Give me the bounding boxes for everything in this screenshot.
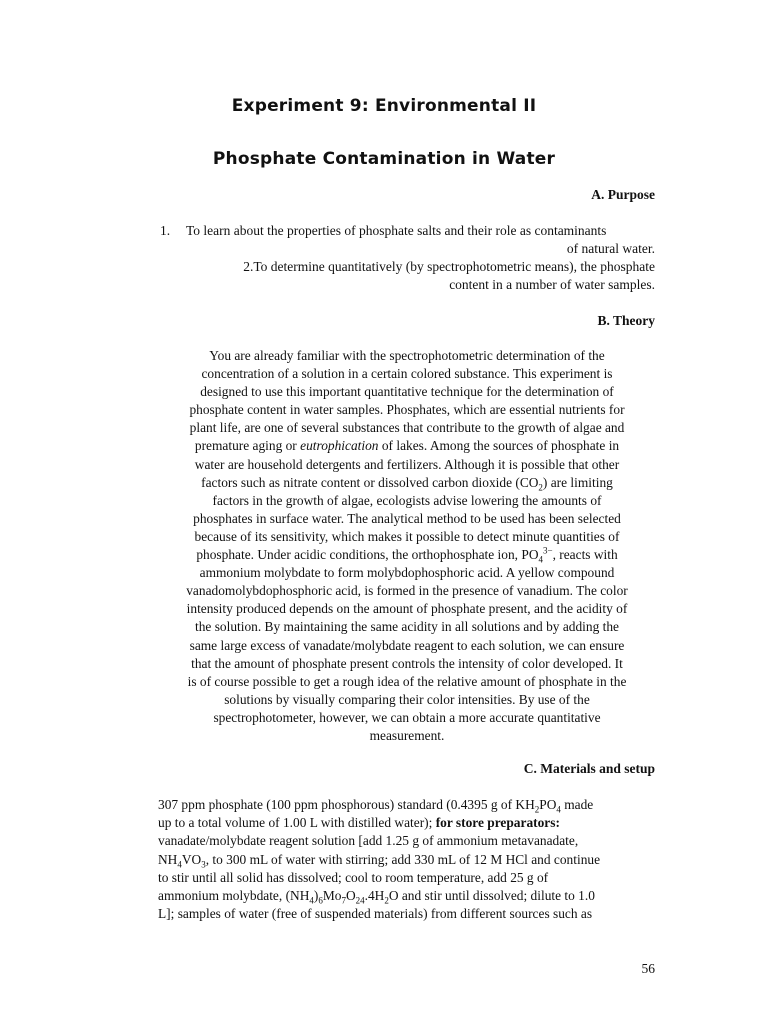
purpose-item-text: of natural water. xyxy=(566,241,655,256)
text-line: ammonium molybdate to form molybdophosphoric acid. A yellow compound xyxy=(199,565,615,581)
text-line xyxy=(158,887,658,905)
text-line: vanadate/molybdate reagent solution [add 1.25 g of ammonium metavanadate, xyxy=(158,833,579,849)
text-segment: .4H xyxy=(364,888,385,904)
text-segment: VO xyxy=(181,851,202,867)
purpose-item xyxy=(183,258,655,294)
text-line: solutions by visually comparing their color intensities. By use of the xyxy=(224,691,590,707)
purpose-item xyxy=(160,222,655,258)
subscript: 24 xyxy=(355,895,365,906)
subscript: 6 xyxy=(318,895,323,906)
text-segment: NH xyxy=(158,851,178,867)
text-line: is of course possible to get a rough idea of the relative amount of phosphate in the xyxy=(187,673,627,689)
text-segment: ) are limiting xyxy=(542,474,613,490)
text-segment: ammonium molybdate, (NH xyxy=(158,888,310,904)
materials-paragraph xyxy=(158,796,658,923)
text-segment: , reacts with xyxy=(552,547,618,563)
text-line: the solution. By maintaining the same acidity in all solutions and by adding the xyxy=(195,619,619,635)
text-line: same large excess of vanadate/molybdate reagent to each solution, we can ensure xyxy=(189,637,625,653)
page-number: 56 xyxy=(641,961,655,976)
superscript: 3− xyxy=(543,545,553,556)
text-segment: of lakes. Among the sources of phosphate in xyxy=(381,438,620,454)
text-line xyxy=(157,546,657,564)
subscript: 3 xyxy=(201,859,206,870)
document-subtitle: Phosphate Contamination in Water xyxy=(212,149,556,169)
text-segment: made xyxy=(560,797,594,812)
text-segment: , to 300 mL of water with stirring; add 330 mL of 12 M HCl and continue xyxy=(205,851,601,867)
subscript: 2 xyxy=(534,804,540,815)
document-title: Experiment 9: Environmental II xyxy=(231,96,537,116)
purpose-item-text: To learn about the properties of phosphate salts and their role as contaminants xyxy=(186,223,607,238)
text-segment: O and stir until dissolved; dilute to 1.0 xyxy=(388,888,595,904)
text-line: designed to use this important quantitative technique for the determination of xyxy=(200,384,614,400)
text-line xyxy=(157,437,657,455)
purpose-item-text: content in a number of water samples. xyxy=(449,277,655,292)
text-line: to stir until all solid has dissolved; cool to room temperature, add 25 g of xyxy=(158,869,549,885)
text-segment: Mo xyxy=(322,888,342,904)
text-line: You are already familiar with the spectrophotometric determination of the xyxy=(209,348,605,363)
subscript: 2 xyxy=(384,895,389,906)
text-line: phosphates in surface water. The analytical method to be used has been selected xyxy=(193,510,621,526)
purpose-item-number: 2. xyxy=(243,259,254,274)
section-heading-purpose: A. Purpose xyxy=(591,187,655,202)
text-segment: premature aging or xyxy=(194,438,297,454)
text-line: because of its sensitivity, which makes it possible to detect minute quantities of xyxy=(194,528,620,544)
text-line xyxy=(158,814,658,832)
text-line: spectrophotometer, however, we can obtain a more accurate quantitative xyxy=(213,709,601,725)
section-heading-materials: C. Materials and setup xyxy=(523,761,655,776)
text-line xyxy=(158,796,658,814)
text-line: concentration of a solution in a certain colored substance. This experiment is xyxy=(201,366,613,382)
emphasized-term: eutrophication xyxy=(300,438,379,454)
subscript: 2 xyxy=(538,482,543,493)
text-line: factors in the growth of algae, ecologists advise lowering the amounts of xyxy=(212,492,602,508)
text-line xyxy=(157,474,657,492)
text-line: measurement. xyxy=(369,727,445,743)
text-line: L]; samples of water (free of suspended materials) from different sources such as xyxy=(158,906,593,922)
text-segment: up to a total volume of 1.00 L with distilled water); xyxy=(158,815,433,831)
text-segment: PO xyxy=(539,797,557,812)
subscript: 4 xyxy=(309,895,314,906)
purpose-item-line xyxy=(183,258,655,276)
text-line: that the amount of phosphate present controls the intensity of color developed. It xyxy=(191,655,623,671)
text-line xyxy=(158,851,658,869)
purpose-item-text: To determine quantitatively (by spectrophotometric means), the phosphate xyxy=(253,259,655,274)
subscript: 4 xyxy=(538,554,543,565)
theory-paragraph xyxy=(157,347,657,745)
text-line: plant life, are one of several substances that contribute to the growth of algae and xyxy=(189,420,625,436)
text-line: vanadomolybdophosphoric acid, is formed in the presence of vanadium. The color xyxy=(186,583,628,599)
purpose-item-number: 1. xyxy=(160,223,171,238)
section-heading-theory: B. Theory xyxy=(597,313,655,328)
text-line: water are household detergents and fertilizers. Although it is possible that other xyxy=(194,456,620,472)
text-segment: ) xyxy=(313,888,319,904)
text-segment: factors such as nitrate content or dissolved carbon dioxide (CO xyxy=(201,474,539,490)
text-segment: O xyxy=(345,888,356,904)
text-segment: 307 ppm phosphate (100 ppm phosphorous) standard (0.4395 g of KH xyxy=(158,797,535,812)
text-line: phosphate content in water samples. Phosphates, which are essential nutrients for xyxy=(189,402,625,418)
subscript: 4 xyxy=(177,859,182,870)
bold-phrase: for store preparators: xyxy=(435,815,560,831)
text-segment: phosphate. Under acidic conditions, the orthophosphate ion, PO xyxy=(196,547,539,563)
text-line: intensity produced depends on the amount of phosphate present, and the acidity of xyxy=(186,601,628,617)
subscript: 4 xyxy=(556,804,561,815)
subscript: 7 xyxy=(341,895,346,906)
